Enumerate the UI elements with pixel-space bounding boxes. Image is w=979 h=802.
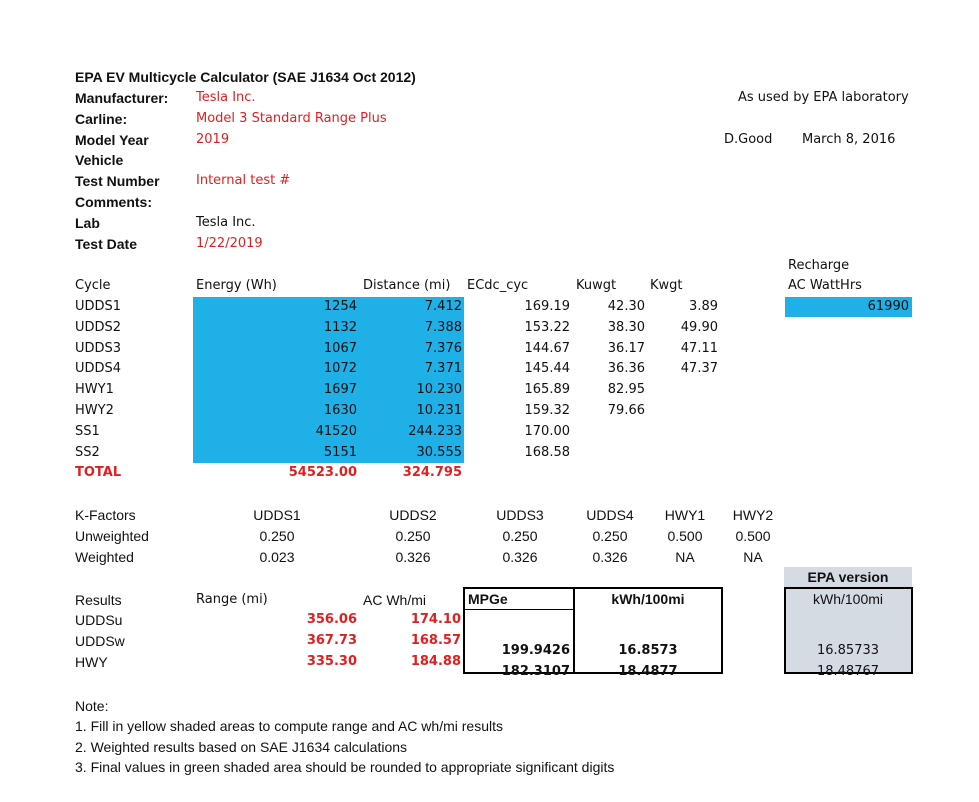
energy-cell[interactable]: 1630 [323, 403, 357, 418]
kuwgt-cell: 36.36 [607, 361, 645, 377]
distance-header: Distance (mi) [363, 278, 451, 293]
kfactor-value: 0.326 [592, 549, 628, 565]
acwh-value: 174.10 [410, 612, 461, 627]
distance-cell[interactable]: 244.233 [408, 423, 462, 439]
energy-cell[interactable]: 1072 [323, 361, 357, 377]
kfactor-col-header: HWY1 [664, 507, 706, 523]
field-label: Vehicle [75, 152, 124, 169]
results-label: Results [75, 592, 122, 608]
cycle-name: UDDS1 [75, 299, 122, 314]
kwgt-cell: 47.37 [680, 361, 718, 377]
used-by-note: As used by EPA laboratory [738, 90, 909, 105]
field-value[interactable]: Model 3 Standard Range Plus [196, 110, 387, 126]
field-label: Carline: [75, 110, 128, 127]
energy-cell[interactable]: 41520 [315, 423, 357, 439]
cycle-name: UDDS2 [75, 319, 122, 335]
distance-cell[interactable]: 30.555 [416, 444, 462, 460]
range-value: 335.30 [306, 654, 357, 669]
ecdc-header: ECdc_cyc [467, 278, 529, 293]
kwh-header: kWh/100mi [611, 591, 685, 607]
distance-cell[interactable]: 7.412 [424, 299, 462, 314]
result-label: HWY [75, 654, 108, 670]
kwgt-cell: 47.11 [680, 340, 718, 356]
kfactor-value: 0.250 [395, 528, 431, 544]
kfactors-label: K-Factors [75, 507, 136, 523]
acwh-header: AC Wh/mi [363, 592, 426, 608]
ecdc-cell: 153.22 [524, 319, 570, 335]
epa-kwh-value: 18.48767 [816, 664, 880, 679]
kfactor-value: 0.023 [259, 549, 295, 565]
kwgt-header: Kwgt [650, 278, 683, 293]
cycle-name: HWY2 [75, 403, 114, 418]
acwh-value: 184.88 [410, 654, 461, 669]
ecdc-cell: 168.58 [524, 444, 570, 460]
field-value[interactable]: 2019 [196, 131, 230, 147]
cycle-name: SS1 [75, 423, 100, 439]
energy-cell[interactable]: 1697 [323, 382, 357, 398]
kfactor-value: 0.250 [502, 528, 538, 544]
ecdc-cell: 159.32 [524, 403, 570, 418]
kfactor-value: 0.326 [502, 549, 538, 565]
kuwgt-header: Kuwgt [576, 278, 617, 293]
field-label: Model Year [75, 131, 149, 148]
field-value[interactable]: Tesla Inc. [196, 90, 256, 105]
kuwgt-cell: 42.30 [607, 299, 645, 314]
ecdc-cell: 170.00 [524, 423, 570, 439]
ecdc-cell: 169.19 [524, 299, 570, 314]
distance-cell[interactable]: 10.230 [416, 382, 462, 398]
acwh-value: 168.57 [410, 633, 461, 648]
recharge-header-line2: AC WattHrs [788, 278, 862, 293]
field-label: Comments: [75, 194, 153, 210]
note-item: 3. Final values in green shaded area should be rounded to appropriate significant digits [75, 759, 615, 775]
epa-version-title: EPA version [807, 569, 889, 585]
epa-kwh-value: 16.85733 [816, 643, 880, 658]
kfactor-row-label: Weighted [75, 549, 134, 565]
mpge-value: 182.3107 [501, 664, 570, 679]
mpge-value: 199.9426 [501, 643, 570, 658]
kfactor-col-header: HWY2 [732, 507, 774, 523]
field-value: Tesla Inc. [196, 214, 256, 230]
recharge-header-line1: Recharge [788, 258, 850, 273]
kwh-value: 18.4877 [618, 664, 678, 679]
energy-cell[interactable]: 5151 [323, 444, 357, 460]
distance-cell[interactable]: 7.371 [424, 361, 462, 377]
kwgt-cell: 49.90 [680, 319, 718, 335]
kfactor-value: 0.500 [735, 528, 771, 544]
kuwgt-cell: 79.66 [607, 403, 645, 418]
kfactor-col-header: UDDS1 [253, 507, 301, 523]
ecdc-cell: 145.44 [524, 361, 570, 377]
ecdc-cell: 165.89 [524, 382, 570, 398]
field-label: Lab [75, 214, 100, 231]
range-header: Range (mi) [196, 592, 268, 607]
energy-cell[interactable]: 1067 [323, 340, 357, 356]
page-title: EPA EV Multicycle Calculator (SAE J1634 Oct 2012) [75, 69, 416, 85]
cycle-name: UDDS4 [75, 361, 122, 377]
field-label: Test Date [75, 235, 137, 252]
kfactor-col-header: UDDS2 [389, 507, 437, 523]
note-item: 2. Weighted results based on SAE J1634 calculations [75, 738, 408, 755]
ecdc-cell: 144.67 [524, 340, 570, 356]
notes-heading: Note: [75, 698, 109, 714]
range-value: 356.06 [306, 612, 357, 627]
distance-cell[interactable]: 7.388 [424, 319, 462, 335]
mpge-header-underline [463, 609, 574, 610]
epa-kwh-header: kWh/100mi [812, 591, 884, 607]
field-value[interactable]: 1/22/2019 [196, 235, 263, 251]
cycle-name: SS2 [75, 444, 100, 460]
distance-cell[interactable]: 7.376 [424, 340, 462, 356]
kfactor-col-header: UDDS4 [586, 507, 634, 523]
author: D.Good [724, 132, 773, 147]
kfactor-value: 0.250 [592, 528, 628, 544]
energy-cell[interactable]: 1254 [323, 299, 357, 314]
kfactor-value: NA [675, 549, 695, 565]
total-energy: 54523.00 [288, 465, 357, 480]
kuwgt-cell: 38.30 [607, 319, 645, 335]
total-distance: 324.795 [402, 465, 462, 480]
cycle-name: HWY1 [75, 382, 114, 398]
field-label: Manufacturer: [75, 90, 169, 106]
kfactor-value: NA [743, 549, 763, 565]
energy-cell[interactable]: 1132 [323, 319, 357, 335]
field-label: Test Number [75, 173, 160, 190]
kuwgt-cell: 36.17 [607, 340, 645, 356]
kfactor-value: 0.500 [667, 528, 703, 544]
kfactor-col-header: UDDS3 [496, 507, 544, 523]
kfactor-value: 0.326 [395, 549, 431, 565]
range-value: 367.73 [306, 633, 357, 648]
energy-header: Energy (Wh) [196, 278, 277, 293]
cycle-name: UDDS3 [75, 340, 122, 356]
total-label: TOTAL [75, 465, 122, 480]
distance-cell[interactable]: 10.231 [416, 403, 462, 418]
revision-date: March 8, 2016 [802, 132, 896, 147]
result-label: UDDSu [75, 612, 123, 628]
kuwgt-cell: 82.95 [607, 382, 645, 398]
note-item: 1. Fill in yellow shaded areas to compute range and AC wh/mi results [75, 718, 503, 734]
kwgt-cell: 3.89 [689, 299, 718, 314]
result-label: UDDSw [75, 633, 125, 649]
kfactor-value: 0.250 [259, 528, 295, 544]
kwh-value: 16.8573 [618, 643, 678, 658]
cycle-header: Cycle [75, 278, 111, 293]
kfactor-row-label: Unweighted [75, 528, 149, 544]
field-value[interactable]: Internal test # [196, 173, 291, 189]
mpge-header: MPGe [468, 591, 508, 607]
recharge-value[interactable]: 61990 [867, 299, 909, 314]
